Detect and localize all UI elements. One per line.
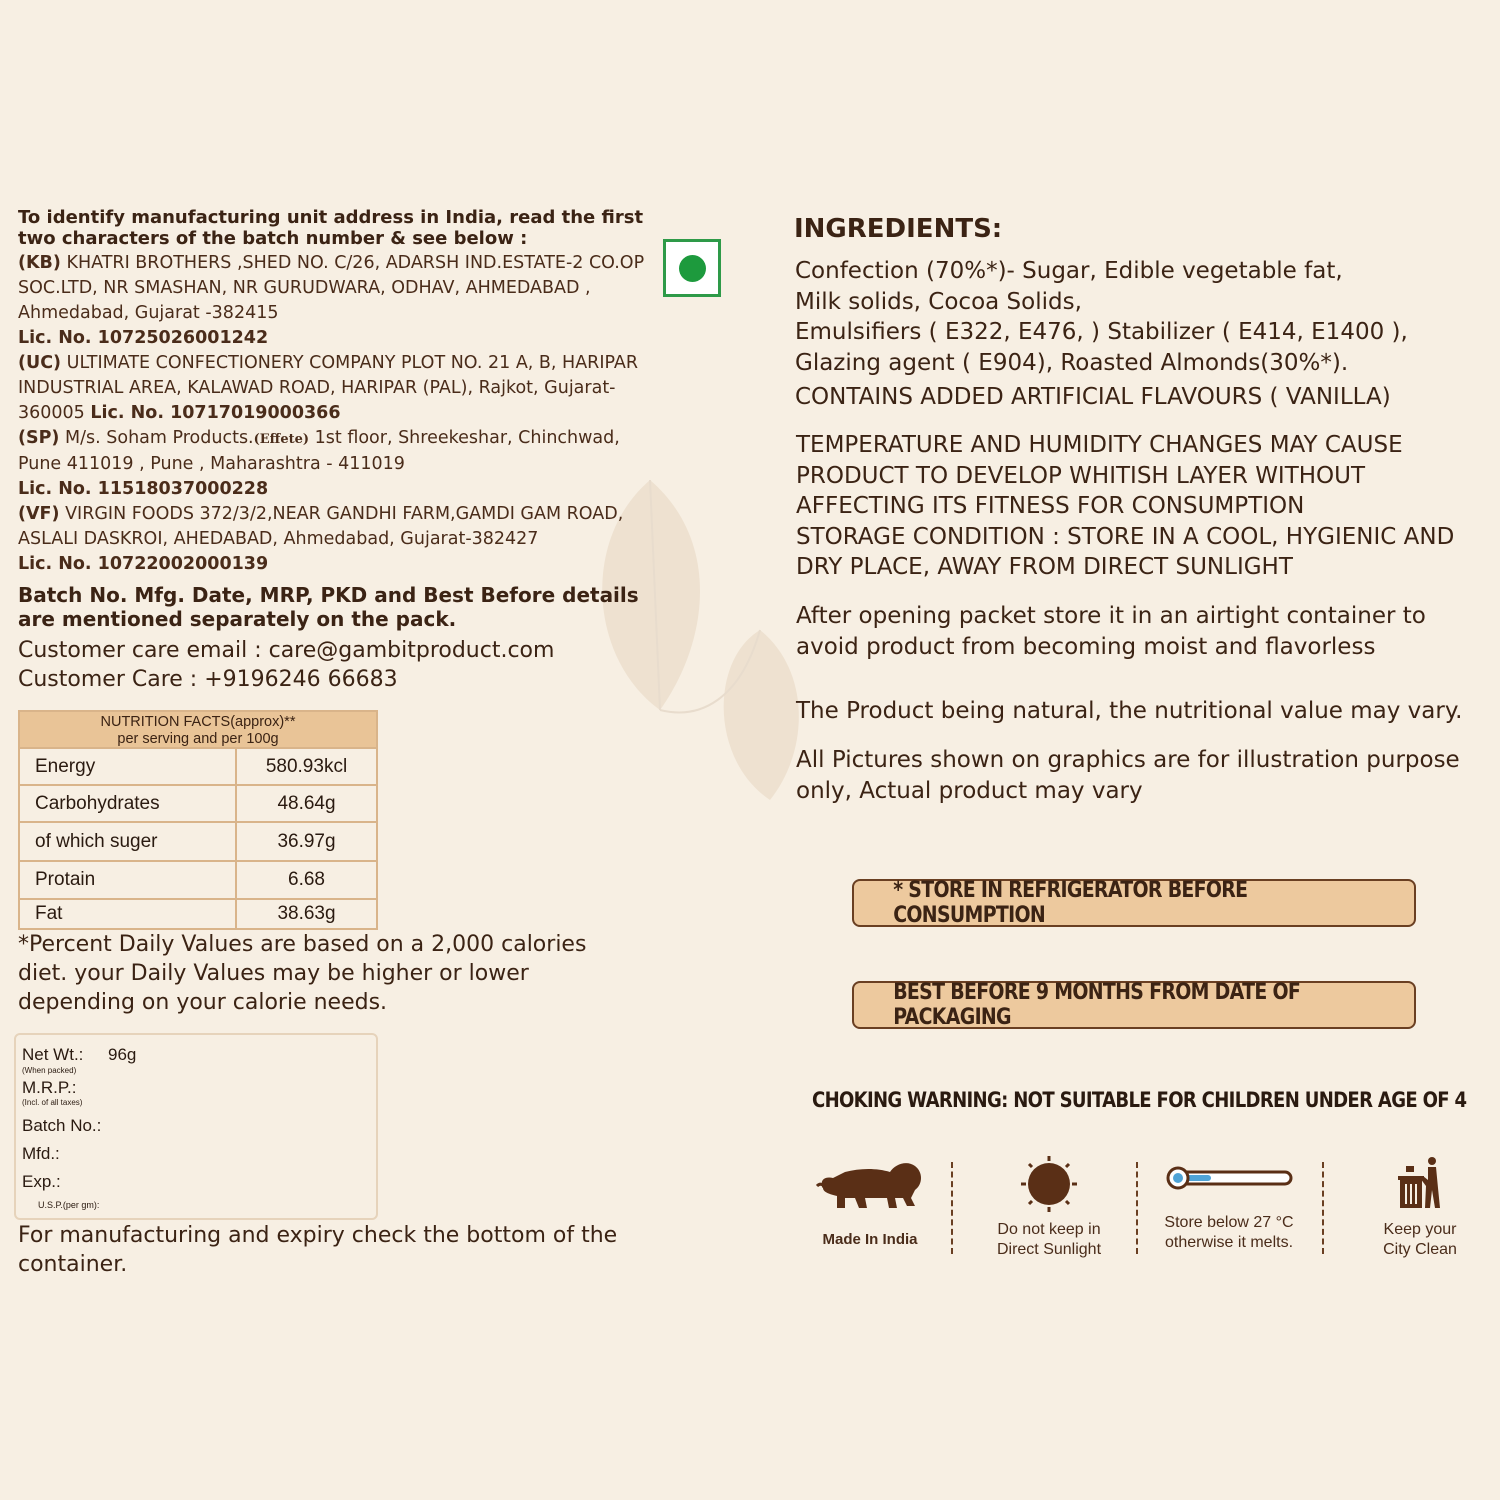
icon-divider [1136, 1162, 1138, 1254]
storage-note: STORAGE CONDITION : STORE IN A COOL, HYGIENIC AND DRY PLACE, AWAY FROM DIRECT SUNLIGHT [796, 523, 1455, 580]
lion-icon [815, 1158, 925, 1218]
unit-sp-license: Lic. No. 11518037000228 [18, 479, 269, 499]
unit-uc: (UC) ULTIMATE CONFECTIONERY COMPANY PLOT NO. 21 A, B, HARIPAR INDUSTRIAL AREA, KALAWAD ROAD, HARIPAR (PAL), Rajkot, Gujarat-360005 Lic. No. 10717019000366 [18, 353, 639, 423]
dustbin-icon [1396, 1156, 1444, 1212]
veg-symbol-icon [663, 239, 721, 297]
pictures-note: All Pictures shown on graphics are for illustration purpose only, Actual product may vary [796, 747, 1460, 804]
mfg-expiry-note: For manufacturing and expiry check the bottom of the container. [18, 1223, 618, 1277]
effete-brand: (Effete) [253, 432, 310, 447]
unit-sp: (SP) M/s. Soham Products.(Effete) 1st floor, Shreekeshar, Chinchwad, Pune 411019 , Pune , Maharashtra - 411019 [18, 428, 620, 474]
mrp-label: M.R.P.: [22, 1078, 77, 1097]
usp-label: U.S.P.(per gm): [38, 1200, 100, 1210]
unit-kb: (KB) KHATRI BROTHERS ,SHED NO. C/26, ADARSH IND.ESTATE-2 CO.OP SOC.LTD, NR SMASHAN, NR GURUDWARA, ODHAV, AHMEDABAD , Ahmedabad, Gujarat -382415 [18, 253, 645, 323]
batch-label: Batch No.: [22, 1116, 102, 1135]
choking-warning: CHOKING WARNING: NOT SUITABLE FOR CHILDREN UNDER AGE OF 4 [812, 1088, 1467, 1112]
after-opening-note: After opening packet store it in an airtight container to avoid product from becoming moist and flavorless [796, 603, 1426, 660]
exp-label: Exp.: [22, 1172, 61, 1191]
unit-kb-license: Lic. No. 10725026001242 [18, 328, 269, 348]
manufacturing-unit-heading: To identify manufacturing unit address in India, read the first two characters of the batch number & see below : [18, 207, 644, 249]
nutrition-heading: NUTRITION FACTS(approx)** per serving and per 100g [20, 712, 376, 747]
customer-care-phone: Customer Care : +9196246 66683 [18, 667, 398, 692]
temperature-storage-notes [796, 430, 1476, 583]
nutrition-row: Fat 38.63g [20, 898, 376, 928]
thermometer-icon [1165, 1163, 1295, 1193]
sunlight-caption: Do not keep in Direct Sunlight [996, 1221, 1102, 1258]
nutrition-row: Carbohydrates 48.64g [20, 784, 376, 821]
temperature-caption: Store below 27 °C otherwise it melts. [1164, 1214, 1294, 1251]
icon-divider [951, 1162, 953, 1254]
ingredients-list: Confection (70%*)- Sugar, Edible vegetable fat, Milk solids, Cocoa Solids, Emulsifiers ( E322, E476, ) Stabilizer ( E414, E1400 ), Glazing agent ( E904), Roasted Almonds(30%*). CONTAINS ADDED ARTIFICIAL FLAVOURS ( VANILLA) [795, 256, 1475, 413]
unit-vf: (VF) VIRGIN FOODS 372/3/2,NEAR GANDHI FARM,GAMDI GAM ROAD, ASLALI DASKROI, AHEDABAD, Ahmedabad, Gujarat-382427 [18, 504, 624, 549]
daily-values-note: *Percent Daily Values are based on a 2,000 calories diet. your Daily Values may be higher or lower depending on your calorie needs. [18, 932, 587, 1015]
mrp-note: (Incl. of all taxes) [22, 1098, 83, 1107]
net-weight-note: (When packed) [22, 1066, 77, 1075]
nutrition-row: Energy 580.93kcl [20, 747, 376, 784]
temperature-note: TEMPERATURE AND HUMIDITY CHANGES MAY CAUSE PRODUCT TO DEVELOP WHITISH LAYER WITHOUT AFFECTING ITS FITNESS FOR CONSUMPTION [796, 432, 1403, 519]
nutrition-row: of which suger 36.97g [20, 821, 376, 860]
flavour-note: CONTAINS ADDED ARTIFICIAL FLAVOURS ( VANILLA) [795, 384, 1391, 410]
nutrition-row: Protain 6.68 [20, 860, 376, 898]
manufacturing-units-list [18, 251, 658, 577]
made-in-india-caption: Made In India [822, 1231, 918, 1248]
sun-icon [1020, 1155, 1078, 1213]
mfd-label: Mfd.: [22, 1144, 60, 1163]
refrigerator-banner: * STORE IN REFRIGERATOR BEFORE CONSUMPTION [852, 879, 1416, 927]
natural-note: The Product being natural, the nutritional value may vary. [796, 698, 1463, 724]
batch-note: Batch No. Mfg. Date, MRP, PKD and Best Before details are mentioned separately on the pack. [18, 583, 639, 631]
pack-details-box [14, 1033, 378, 1220]
city-clean-caption: Keep your City Clean [1383, 1221, 1457, 1258]
customer-care-email: Customer care email : care@gambitproduct.com [18, 638, 555, 663]
net-weight-value: 96g [108, 1045, 137, 1064]
customer-care [18, 636, 658, 694]
best-before-banner: BEST BEFORE 9 MONTHS FROM DATE OF PACKAGING [852, 981, 1416, 1029]
unit-vf-license: Lic. No. 10722002000139 [18, 554, 269, 574]
net-weight-label: Net Wt.: [22, 1045, 84, 1064]
ingredients-title: INGREDIENTS: [794, 214, 1003, 244]
nutrition-facts-table [18, 710, 378, 930]
icon-divider [1322, 1162, 1324, 1254]
